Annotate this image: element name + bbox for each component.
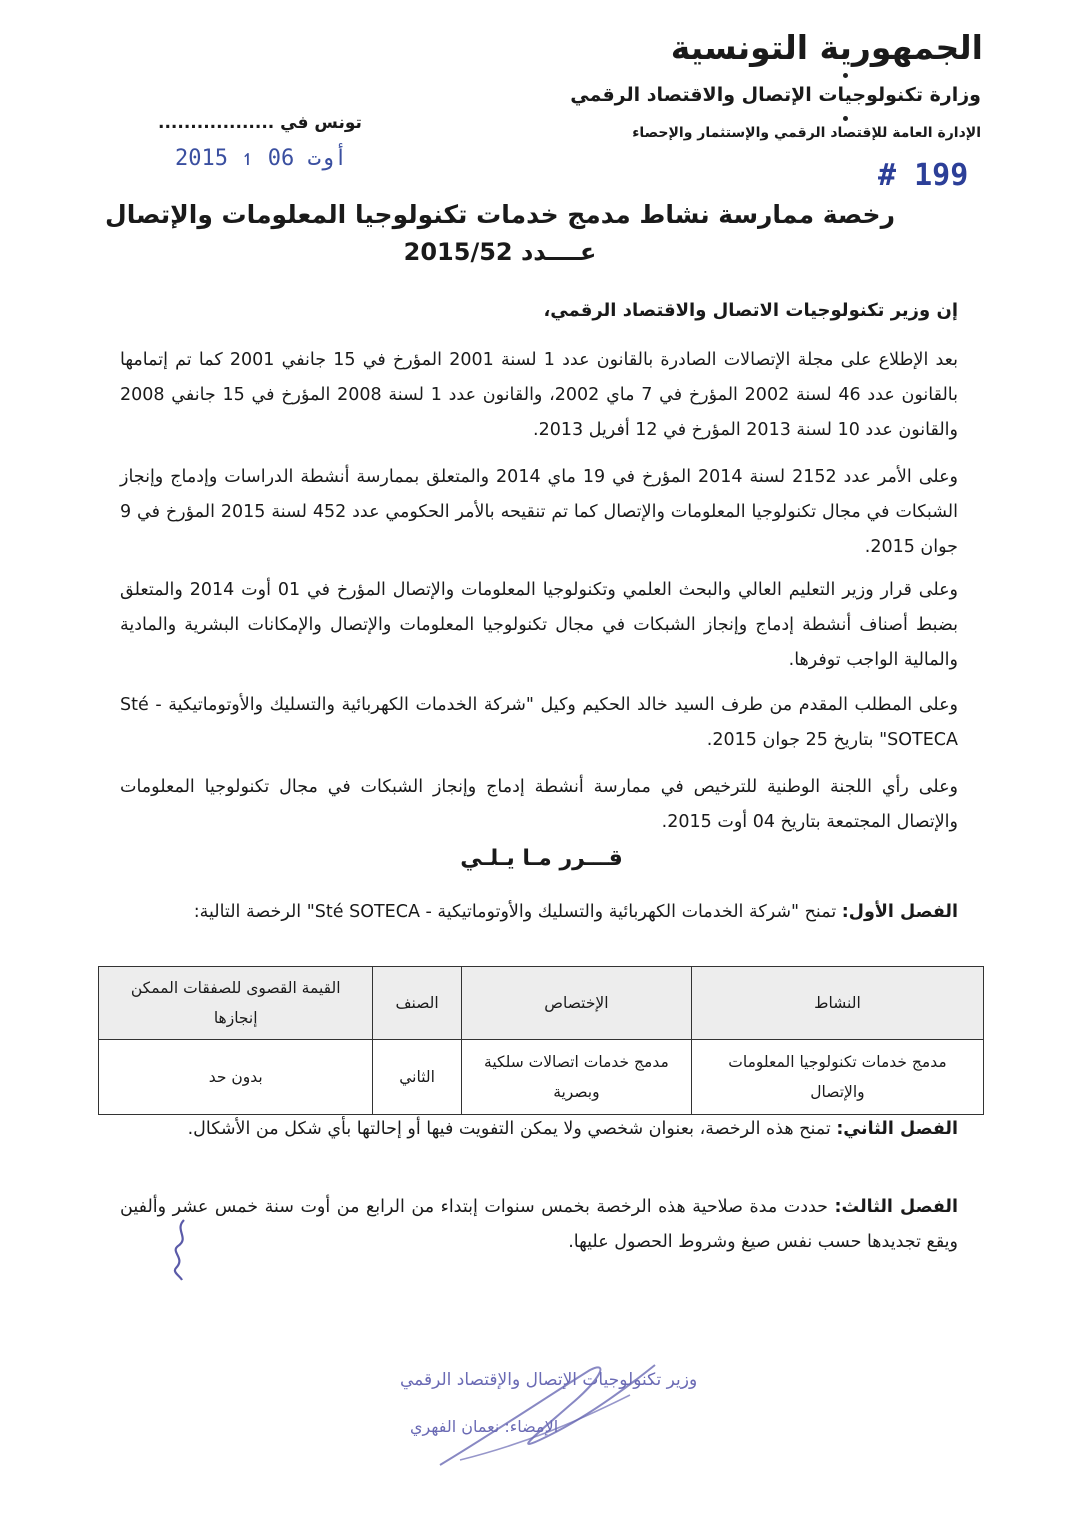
ministry-heading: وزارة تكنولوجيات الإتصال والاقتصاد الرقمي xyxy=(570,84,981,106)
article-first xyxy=(120,895,958,930)
table-cell: مدمج خدمات تكنولوجيا المعلومات والإتصال xyxy=(691,1040,983,1115)
table-header: الإختصاص xyxy=(461,967,691,1040)
article-third-text: حددت مدة صلاحية هذه الرخصة بخمس سنوات إبتداء من الرابع من أوت سنة خمس عشر وألفين ويقع تجديدها حسب نفس صيغ وشروط الحصول عليها. xyxy=(120,1197,958,1252)
preamble-paragraph: وعلى المطلب المقدم من طرف السيد خالد الحكيم وكيل "شركة الخدمات الكهربائية والتسليك والأوتوماتيكية - Sté SOTECA" بتاريخ 25 جوان 2015. xyxy=(120,695,958,750)
header-divider-dot xyxy=(843,116,848,121)
license-number: عــــدد 2015/52 xyxy=(403,238,597,266)
reference-number: # 199 xyxy=(878,158,969,193)
article-second-text: تمنح هذه الرخصة، بعنوان شخصي ولا يمكن التفويت فيها أو إحالتها بأي شكل من الأشكال. xyxy=(187,1119,831,1139)
article-first-text: تمنح "شركة الخدمات الكهربائية والتسليك والأوتوماتيكية - Sté SOTECA" الرخصة التالية: xyxy=(193,902,837,922)
republic-heading: الجمهورية التونسية xyxy=(670,28,983,67)
article-second xyxy=(120,1112,958,1147)
place-date-line: تونس في .................. xyxy=(158,113,362,133)
initials-mark xyxy=(160,1216,200,1286)
article-second-label: الفصل الثاني: xyxy=(836,1119,958,1139)
table-cell: الثاني xyxy=(373,1040,462,1115)
header-divider-dot xyxy=(843,73,848,78)
article-third xyxy=(120,1190,958,1260)
table-cell: مدمج خدمات اتصالات سلكية وبصرية xyxy=(461,1040,691,1115)
signatory-title: وزير تكنولوجيات الإتصال والإقتصاد الرقمي xyxy=(400,1370,698,1390)
signatory-name: الإمضاء: نعمان الفهري xyxy=(410,1417,559,1436)
license-title: رخصة ممارسة نشاط مدمج خدمات تكنولوجيا المعلومات والإتصال xyxy=(105,200,895,229)
salutation: إن وزير تكنولوجيات الاتصال والاقتصاد الرقمي، xyxy=(543,300,958,321)
table-cell: بدون حد xyxy=(99,1040,373,1115)
table-header-row xyxy=(99,967,984,1040)
preamble-paragraph: وعلى الأمر عدد 2152 لسنة 2014 المؤرخ في 19 ماي 2014 والمتعلق بممارسة أنشطة الدراسات وإدماج وإنجاز الشبكات في مجال تكنولوجيا المعلومات والإتصال كما تم تنقيحه بالأمر الحكومي عدد 452 لسنة 2015 المؤرخ في 9 جوان 2015. xyxy=(120,467,958,557)
preamble-paragraph: وعلى رأي اللجنة الوطنية للترخيص في ممارسة أنشطة إدماج وإنجاز الشبكات في مجال تكنولوجيا المعلومات والإتصال المجتمعة بتاريخ 04 أوت 2015. xyxy=(120,777,958,832)
article-first-label: الفصل الأول: xyxy=(841,902,958,922)
license-table xyxy=(98,966,984,1115)
preamble-paragraph: وعلى قرار وزير التعليم العالي والبحث العلمي وتكنولوجيا المعلومات والإتصال المؤرخ في 01 أوت 2014 والمتعلق بضبط أصناف أنشطة إدماج وإنجاز الشبكات في مجال تكنولوجيا المعلومات والإتصال والإمكانات البشرية والمادية والمالية الواجب توفرها. xyxy=(120,580,959,670)
article-third-label: الفصل الثالث: xyxy=(834,1197,959,1217)
date-stamp: 2015 ↿ أوت 06 xyxy=(175,146,348,171)
table-header: النشاط xyxy=(691,967,983,1040)
directorate-heading: الإدارة العامة للإقتصاد الرقمي والإستثمار والإحصاء xyxy=(632,125,981,141)
table-row xyxy=(99,1040,984,1115)
table-header: الصنف xyxy=(373,967,462,1040)
table-header: القيمة القصوى للصفقات الممكن إنجازها xyxy=(99,967,373,1040)
preamble-paragraph: بعد الإطلاع على مجلة الإتصالات الصادرة بالقانون عدد 1 لسنة 2001 المؤرخ في 15 جانفي 2001 كما تم إتمامها بالقانون عدد 46 لسنة 2002 المؤرخ في 7 ماي 2002، والقانون عدد 1 لسنة 2008 المؤرخ في 15 جانفي 2008 والقانون عدد 10 لسنة 2013 المؤرخ في 12 أفريل 2013. xyxy=(120,350,959,440)
decides-heading: قـــرر مـا يـلـي xyxy=(460,846,623,871)
